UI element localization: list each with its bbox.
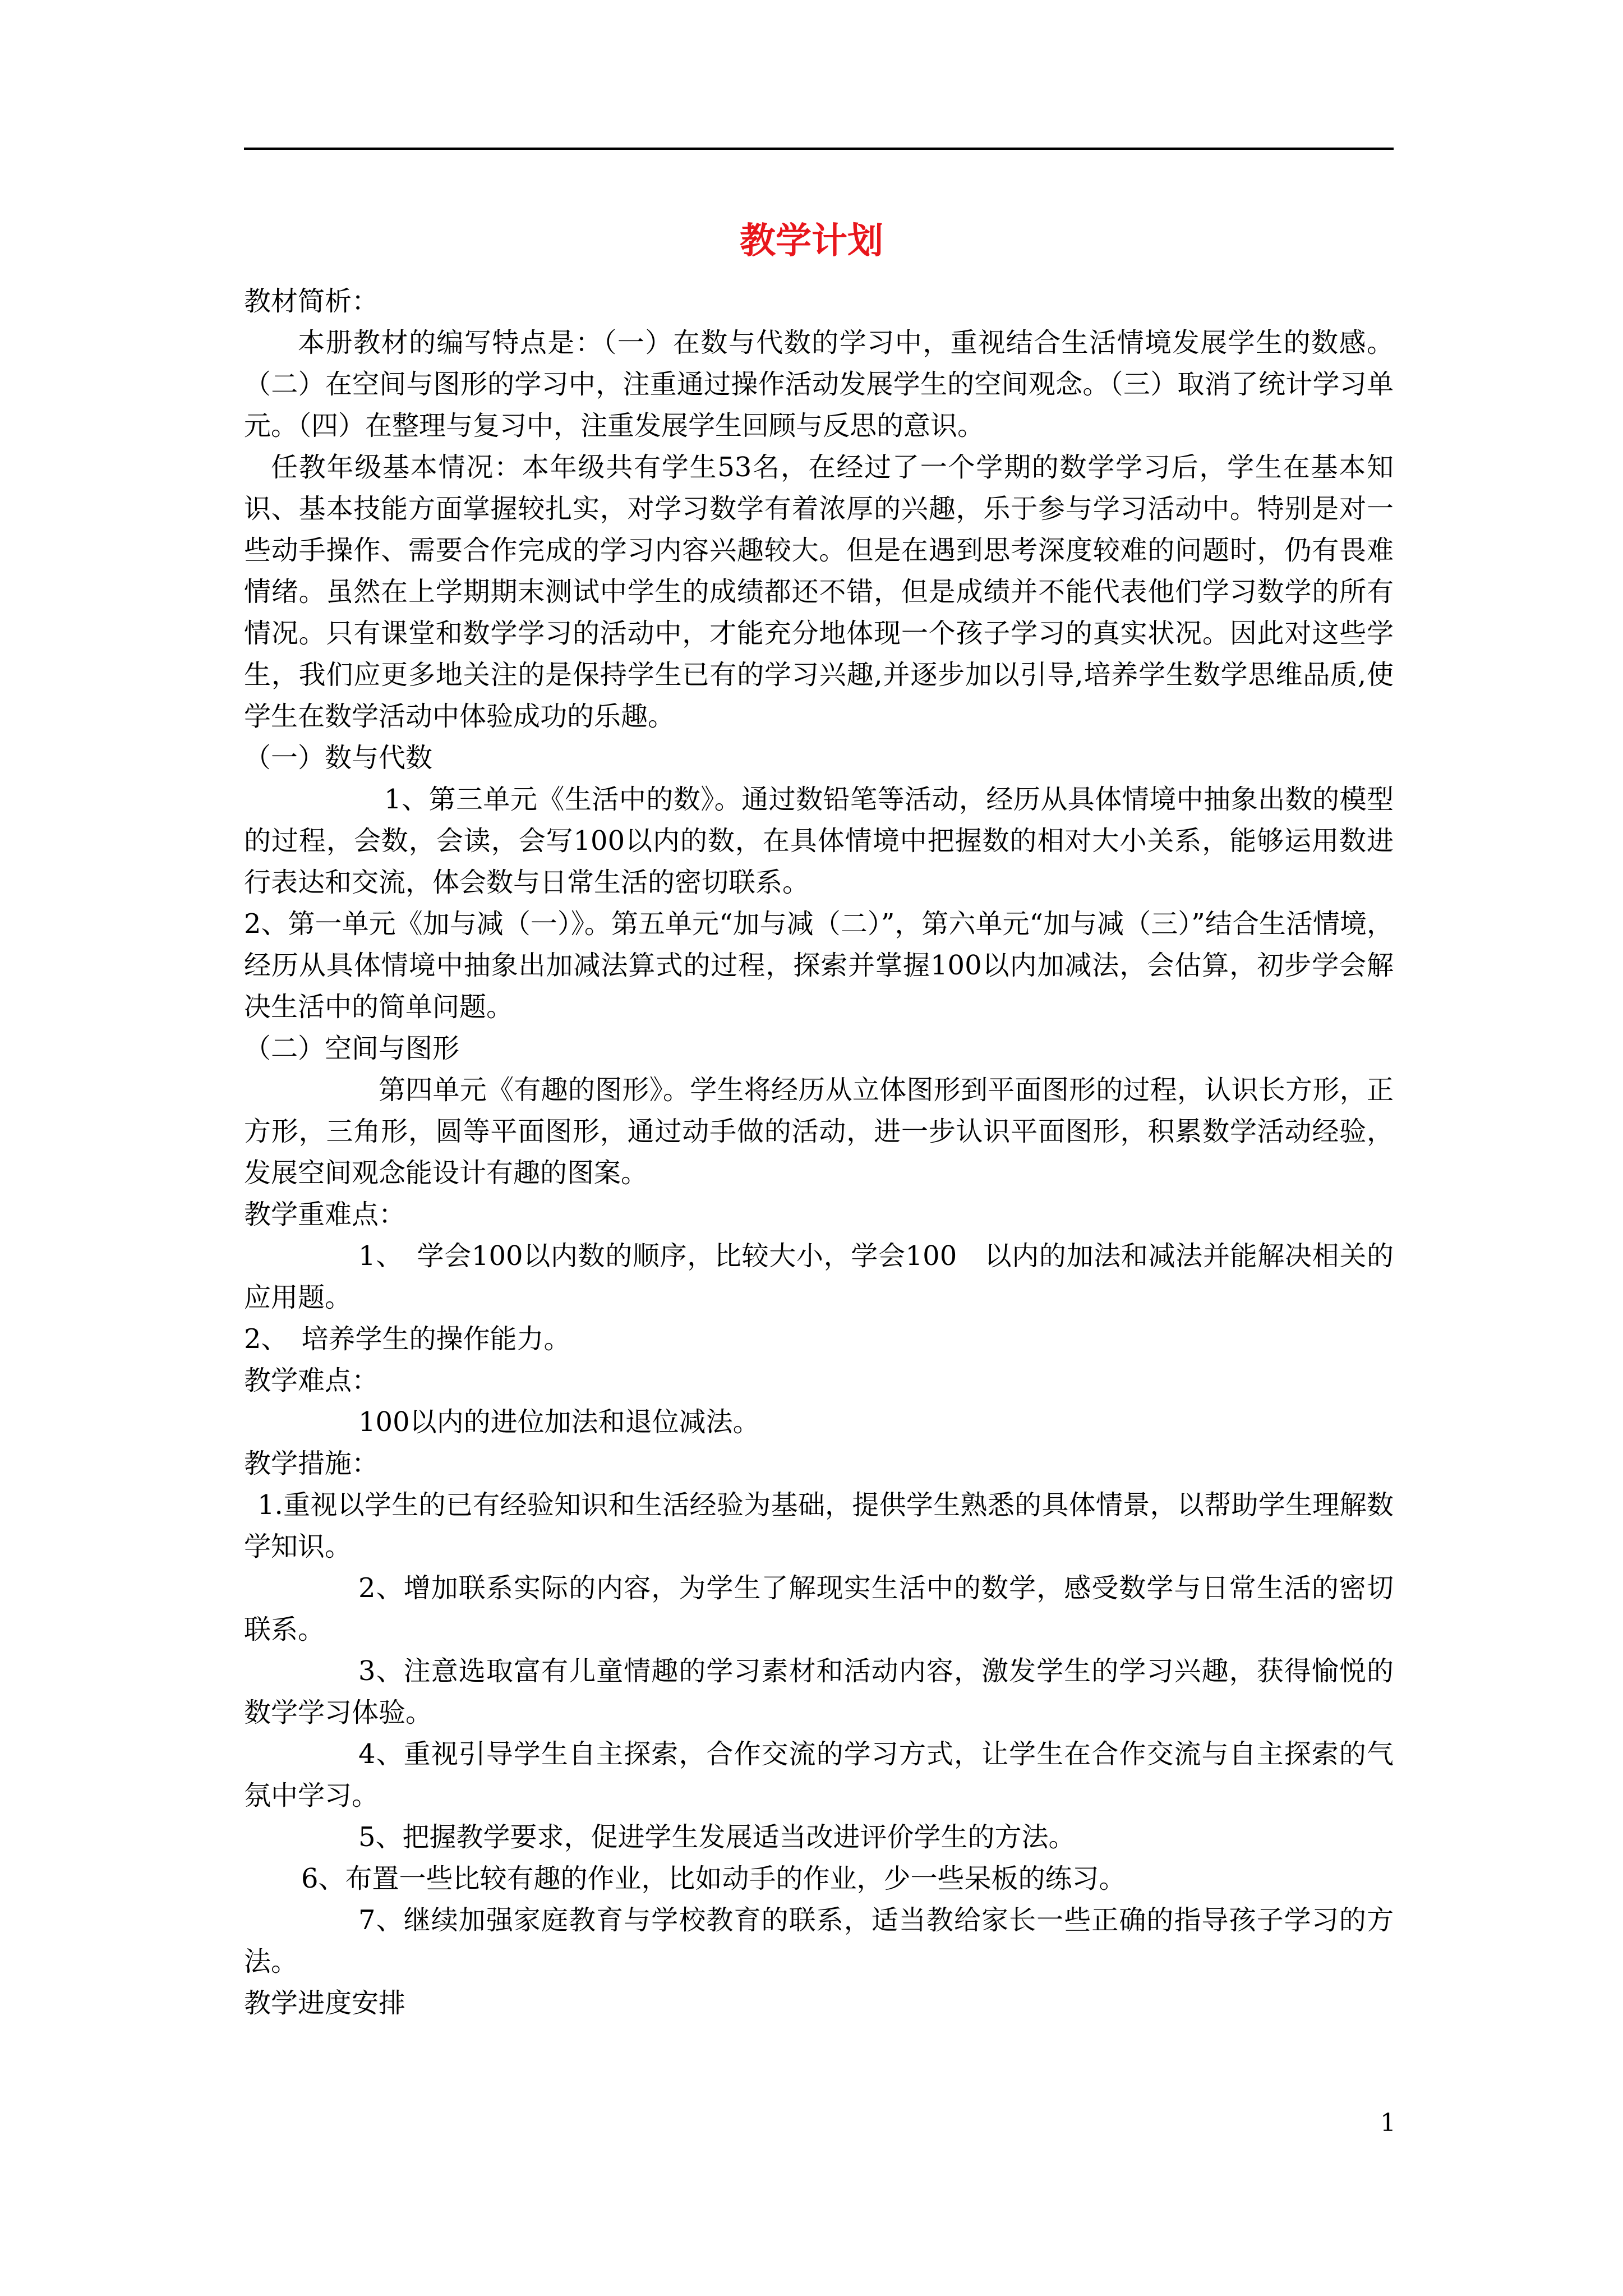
header-rule [244, 148, 1394, 150]
paragraph: 4、重视引导学生自主探索，合作交流的学习方式，让学生在合作交流与自主探索的气氛中学习。 [244, 1738, 1394, 1811]
paragraph: （一）数与代数 [244, 742, 433, 774]
paragraph: 教学重难点： [244, 1199, 406, 1230]
document-body [244, 280, 1394, 2024]
paragraph: 1.重视以学生的已有经验知识和生活经验为基础，提供学生熟悉的具体情景，以帮助学生理解数学知识。 [244, 1489, 1394, 1562]
paragraph: 2、增加联系实际的内容，为学生了解现实生活中的数学，感受数学与日常生活的密切联系。 [244, 1572, 1394, 1645]
paragraph: 2、 培养学生的操作能力。 [244, 1323, 571, 1355]
paragraph: 1、 学会100以内数的顺序，比较大小，学会100 以内的加法和减法并能解决相关的应用题。 [244, 1240, 1394, 1313]
paragraph: 5、把握教学要求，促进学生发展适当改进评价学生的方法。 [358, 1821, 1076, 1853]
paragraph: 本册教材的编写特点是：（一）在数与代数的学习中，重视结合生活情境发展学生的数感。（二）在空间与图形的学习中，注重通过操作活动发展学生的空间观念。（三）取消了统计学习单元。（四）在整理与复习中，注重发展学生回顾与反思的意识。 [244, 327, 1394, 441]
paragraph: （二）空间与图形 [244, 1033, 460, 1064]
paragraph: 3、注意选取富有儿童情趣的学习素材和活动内容，激发学生的学习兴趣，获得愉悦的数学学习体验。 [244, 1655, 1394, 1728]
paragraph: 2、第一单元《加与减（一）》。第五单元“加与减（二）”，第六单元“加与减（三）”结合生活情境，经历从具体情境中抽象出加减法算式的过程，探索并掌握100以内加减法，会估算，初步学会解决生活中的简单问题。 [244, 908, 1394, 1023]
paragraph: 教材简析： [244, 286, 379, 317]
document-title: 教学计划 [740, 220, 883, 262]
paragraph: 100以内的进位加法和退位减法。 [358, 1406, 760, 1438]
paragraph: 教学难点： [244, 1365, 379, 1396]
paragraph: 1、第三单元《生活中的数》。通过数铅笔等活动，经历从具体情境中抽象出数的模型的过程，会数，会读，会写100以内的数，在具体情境中把握数的相对大小关系，能够运用数进行表达和交流，体会数与日常生活的密切联系。 [244, 784, 1394, 898]
paragraph: 6、布置一些比较有趣的作业，比如动手的作业，少一些呆板的练习。 [301, 1863, 1126, 1894]
paragraph: 教学进度安排 [244, 1987, 406, 2019]
paragraph: 任教年级基本情况：本年级共有学生53名，在经过了一个学期的数学学习后，学生在基本知识、基本技能方面掌握较扎实，对学习数学有着浓厚的兴趣，乐于参与学习活动中。特别是对一些动手操作、需要合作完成的学习内容兴趣较大。但是在遇到思考深度较难的问题时，仍有畏难情绪。虽然在上学期期末测试中学生的成绩都还不错，但是成绩并不能代表他们学习数学的所有情况。只有课堂和数学学习的活动中，才能充分地体现一个孩子学习的真实状况。因此对这些学生，我们应更多地关注的是保持学生已有的学习兴趣,并逐步加以引导,培养学生数学思维品质,使学生在数学活动中体验成功的乐趣。 [244, 452, 1394, 732]
paragraph: 7、继续加强家庭教育与学校教育的联系，适当教给家长一些正确的指导孩子学习的方法。 [244, 1904, 1394, 1977]
page-number: 1 [1380, 2109, 1396, 2137]
paragraph: 教学措施： [244, 1448, 379, 1479]
paragraph: 第四单元《有趣的图形》。学生将经历从立体图形到平面图形的过程，认识长方形，正方形，三角形，圆等平面图形，通过动手做的活动，进一步认识平面图形，积累数学活动经验，发展空间观念能设计有趣的图案。 [244, 1074, 1394, 1189]
